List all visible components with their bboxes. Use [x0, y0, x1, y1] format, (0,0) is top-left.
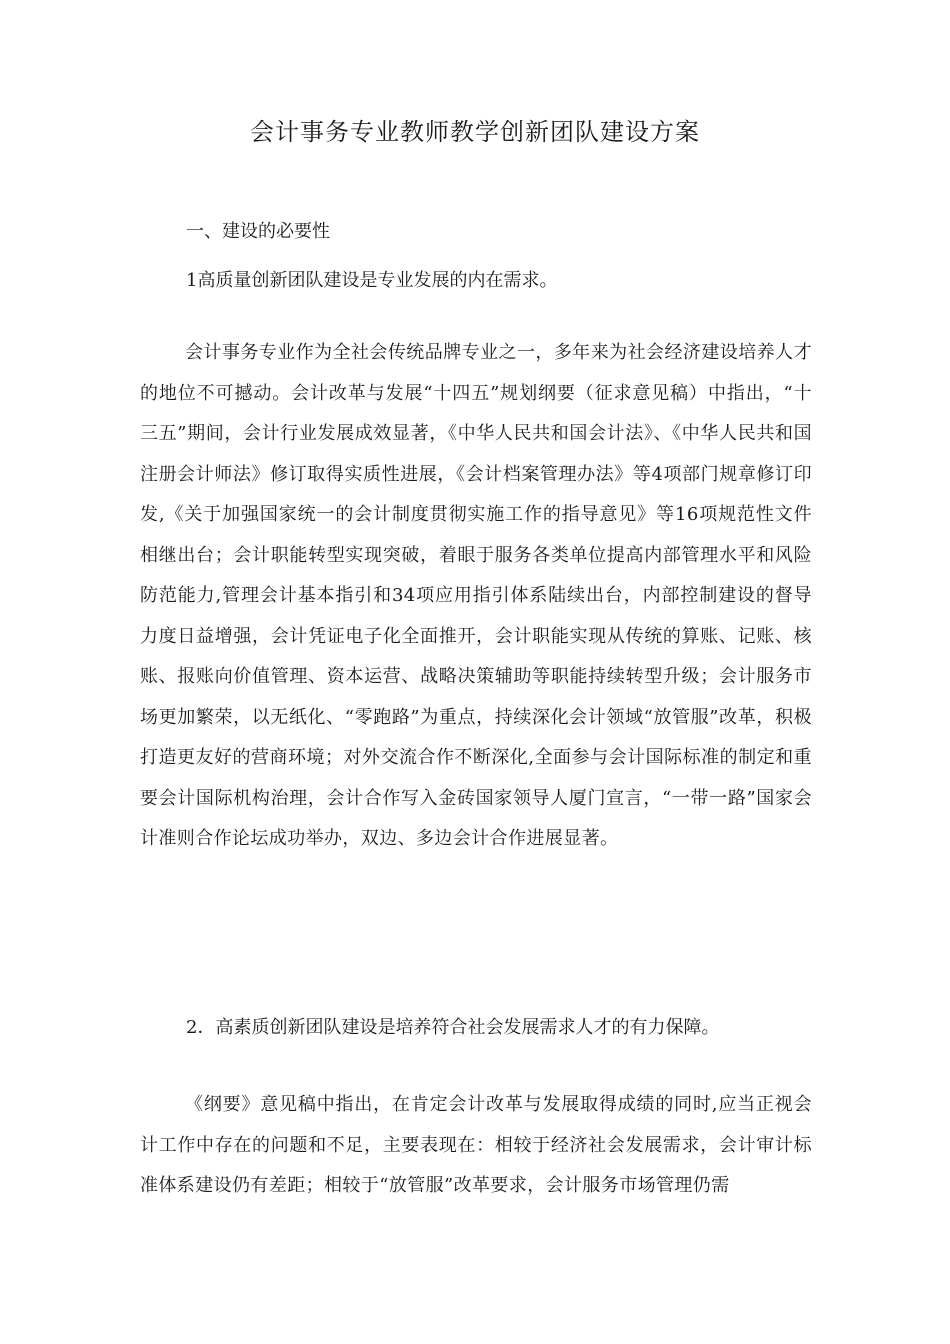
document-title: 会计事务专业教师教学创新团队建设方案 [250, 118, 700, 146]
section-heading: 一、建设的必要性 [186, 221, 330, 242]
body-paragraph-1: 会计事务专业作为全社会传统品牌专业之一，多年来为社会经济建设培养人才的地位不可撼动。会计改革与发展“十四五”规划纲要（征求意见稿）中指出，“十三五”期间，会计行业发展成效显著，《中华人民共和国会计法》、《中华人民共和国注册会计师法》修订取得实质性进展，《会计档案管理办法》等4项部门规章修订印发,《关于加强国家统一的会计制度贯彻实施工作的指导意见》等16项规范性文件相继出台；会计职能转型实现突破，着眼于服务各类单位提高内部管理水平和风险防范能力,管理会计基本指引和34项应用指引体系陆续出台，内部控制建设的督导力度日益增强，会计凭证电子化全面推开，会计职能实现从传统的算账、记账、核账、报账向价值管理、资本运营、战略决策辅助等职能持续转型升级；会计服务市场更加繁荣，以无纸化、“零跑路”为重点，持续深化会计领域“放管服”改革，积极打造更友好的营商环境；对外交流合作不断深化,全面参与会计国际标准的制定和重要会计国际机构治理，会计合作写入金砖国家领导人厦门宣言，“一带一路”国家会计准则合作论坛成功举办，双边、多边会计合作进展显著。 [140, 342, 812, 849]
item-heading-2: 2．高素质创新团队建设是培养符合社会发展需求人才的有力保障。 [186, 1017, 720, 1038]
item-heading-1: 1高质量创新团队建设是专业发展的内在需求。 [186, 270, 558, 291]
body-paragraph-2: 《纲要》意见稿中指出，在肯定会计改革与发展取得成绩的同时,应当正视会计工作中存在的问题和不足，主要表现在：相较于经济社会发展需求，会计审计标准体系建设仍有差距；相较于“放管服”改革要求，会计服务市场管理仍需 [140, 1094, 812, 1196]
